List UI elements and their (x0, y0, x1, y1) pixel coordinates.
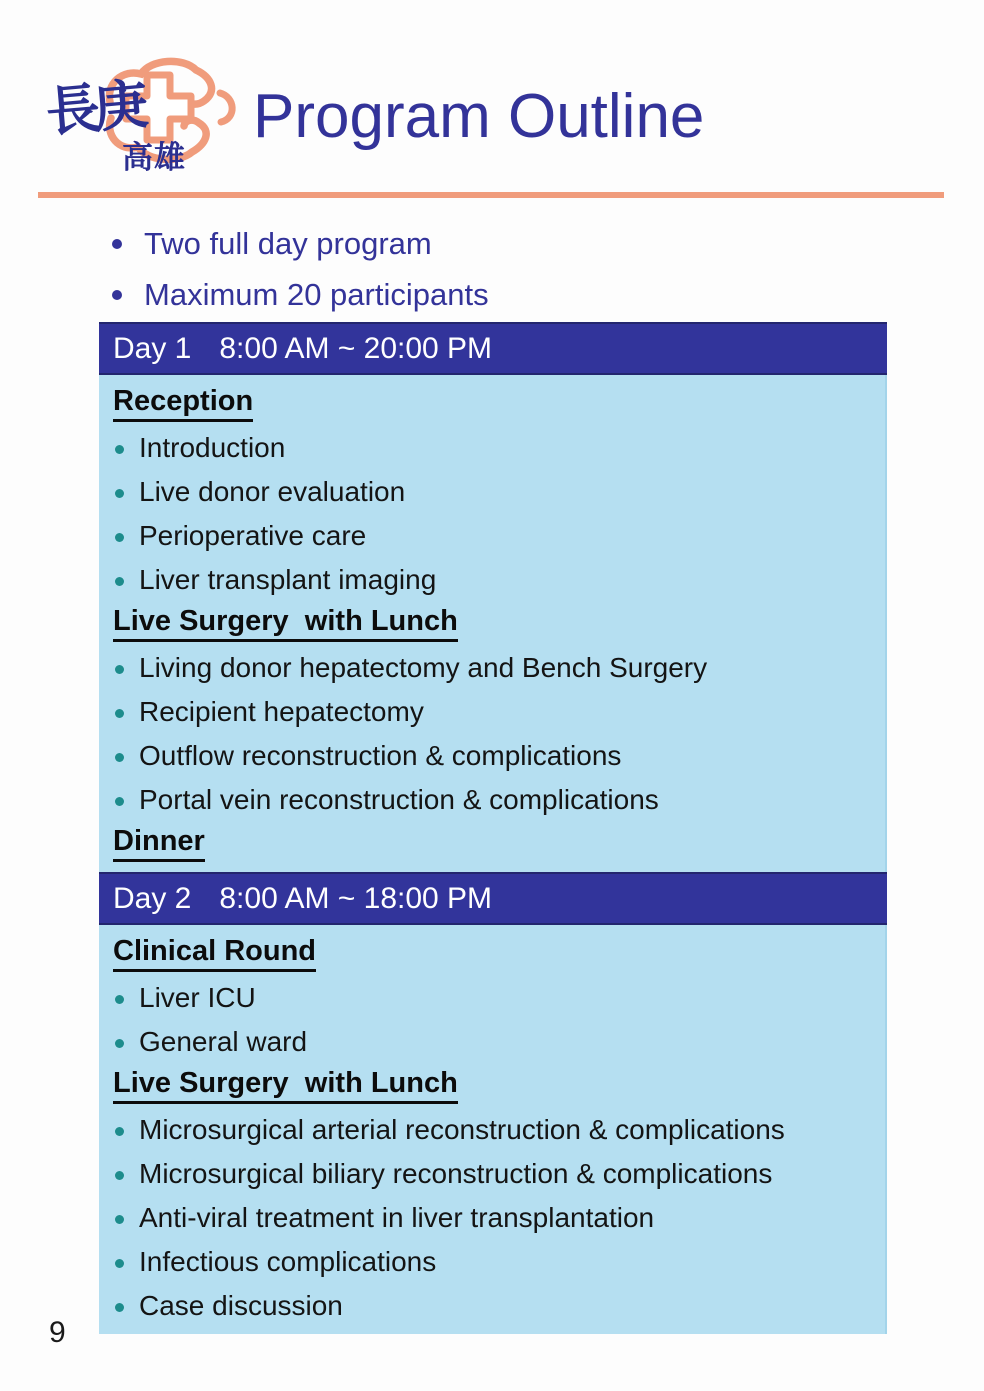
schedule-item-text: Living donor hepatectomy and Bench Surgery (139, 652, 708, 683)
schedule-item-row (113, 426, 885, 470)
day1-label: Day 1 (113, 331, 192, 365)
bullet-dot-icon (112, 239, 122, 249)
intro-bullet-text: Maximum 20 participants (144, 276, 489, 312)
bullet-dot-icon (115, 1039, 124, 1048)
logo-text-changgung: 長庚 (43, 74, 145, 144)
schedule-item-text: Live donor evaluation (139, 476, 406, 507)
schedule-item-row (113, 976, 885, 1020)
bullet-dot-icon (115, 1127, 124, 1136)
day2-panel (99, 925, 887, 1334)
schedule-item-row (113, 1196, 885, 1240)
schedule-item-text: Liver transplant imaging (139, 564, 437, 595)
day2-label: Day 2 (113, 881, 192, 915)
section-heading: Live Surgery with Lunch (113, 606, 458, 642)
day2-header-bar (99, 872, 887, 925)
schedule-item-text: Case discussion (139, 1290, 343, 1321)
schedule-item-text: Perioperative care (139, 520, 367, 551)
day1-time: 8:00 AM ~ 20:00 PM (219, 331, 493, 365)
schedule-item-text: Microsurgical arterial reconstruction & complications (139, 1114, 785, 1145)
schedule-item-row (113, 1108, 885, 1152)
logo-text-kaohsiung: 高雄 (122, 140, 186, 175)
schedule-item-text: General ward (139, 1026, 308, 1057)
schedule-item-text: Recipient hepatectomy (139, 696, 424, 727)
schedule-item-row (113, 778, 885, 822)
program-schedule (99, 322, 887, 1334)
schedule-item-row (113, 470, 885, 514)
section-heading-row (113, 382, 885, 426)
bullet-dot-icon (115, 577, 124, 586)
bullet-dot-icon (115, 445, 124, 454)
section-heading-row (113, 602, 885, 646)
schedule-item-row (113, 1020, 885, 1064)
day1-panel (99, 375, 887, 872)
hospital-logo (43, 56, 245, 186)
page-title: Program Outline (253, 82, 705, 151)
schedule-item-text: Anti-viral treatment in liver transplantation (139, 1202, 655, 1233)
day1-header-bar (99, 322, 887, 375)
bullet-dot-icon (115, 1171, 124, 1180)
bullet-dot-icon (115, 797, 124, 806)
intro-bullet-list (106, 218, 489, 320)
schedule-item-row (113, 1152, 885, 1196)
section-heading-row (113, 1064, 885, 1108)
day2-time: 8:00 AM ~ 18:00 PM (219, 881, 493, 915)
section-heading: Dinner (113, 826, 205, 862)
title-divider (38, 192, 944, 198)
bullet-dot-icon (115, 709, 124, 718)
section-heading-row (113, 822, 885, 866)
bullet-dot-icon (115, 489, 124, 498)
schedule-item-text: Portal vein reconstruction & complications (139, 784, 659, 815)
schedule-item-row (113, 558, 885, 602)
schedule-item-row (113, 646, 885, 690)
intro-bullet (106, 218, 489, 269)
section-heading: Live Surgery with Lunch (113, 1068, 458, 1104)
schedule-item-text: Microsurgical biliary reconstruction & complications (139, 1158, 773, 1189)
bullet-dot-icon (115, 1215, 124, 1224)
schedule-item-row (113, 1284, 885, 1328)
bullet-dot-icon (115, 665, 124, 674)
bullet-dot-icon (115, 1303, 124, 1312)
schedule-item-text: Outflow reconstruction & complications (139, 740, 622, 771)
intro-bullet (106, 269, 489, 320)
schedule-item-row (113, 1240, 885, 1284)
section-heading-row (113, 932, 885, 976)
schedule-item-text: Infectious complications (139, 1246, 437, 1277)
intro-bullet-text: Two full day program (144, 225, 432, 261)
schedule-item-row (113, 734, 885, 778)
schedule-item-row (113, 514, 885, 558)
section-heading: Reception (113, 386, 253, 422)
bullet-dot-icon (115, 533, 124, 542)
schedule-item-text: Liver ICU (139, 982, 256, 1013)
page-number: 9 (49, 1316, 66, 1349)
section-heading: Clinical Round (113, 936, 316, 972)
schedule-item-text: Introduction (139, 432, 286, 463)
bullet-dot-icon (115, 1259, 124, 1268)
bullet-dot-icon (112, 290, 122, 300)
bullet-dot-icon (115, 753, 124, 762)
schedule-item-row (113, 690, 885, 734)
bullet-dot-icon (115, 995, 124, 1004)
